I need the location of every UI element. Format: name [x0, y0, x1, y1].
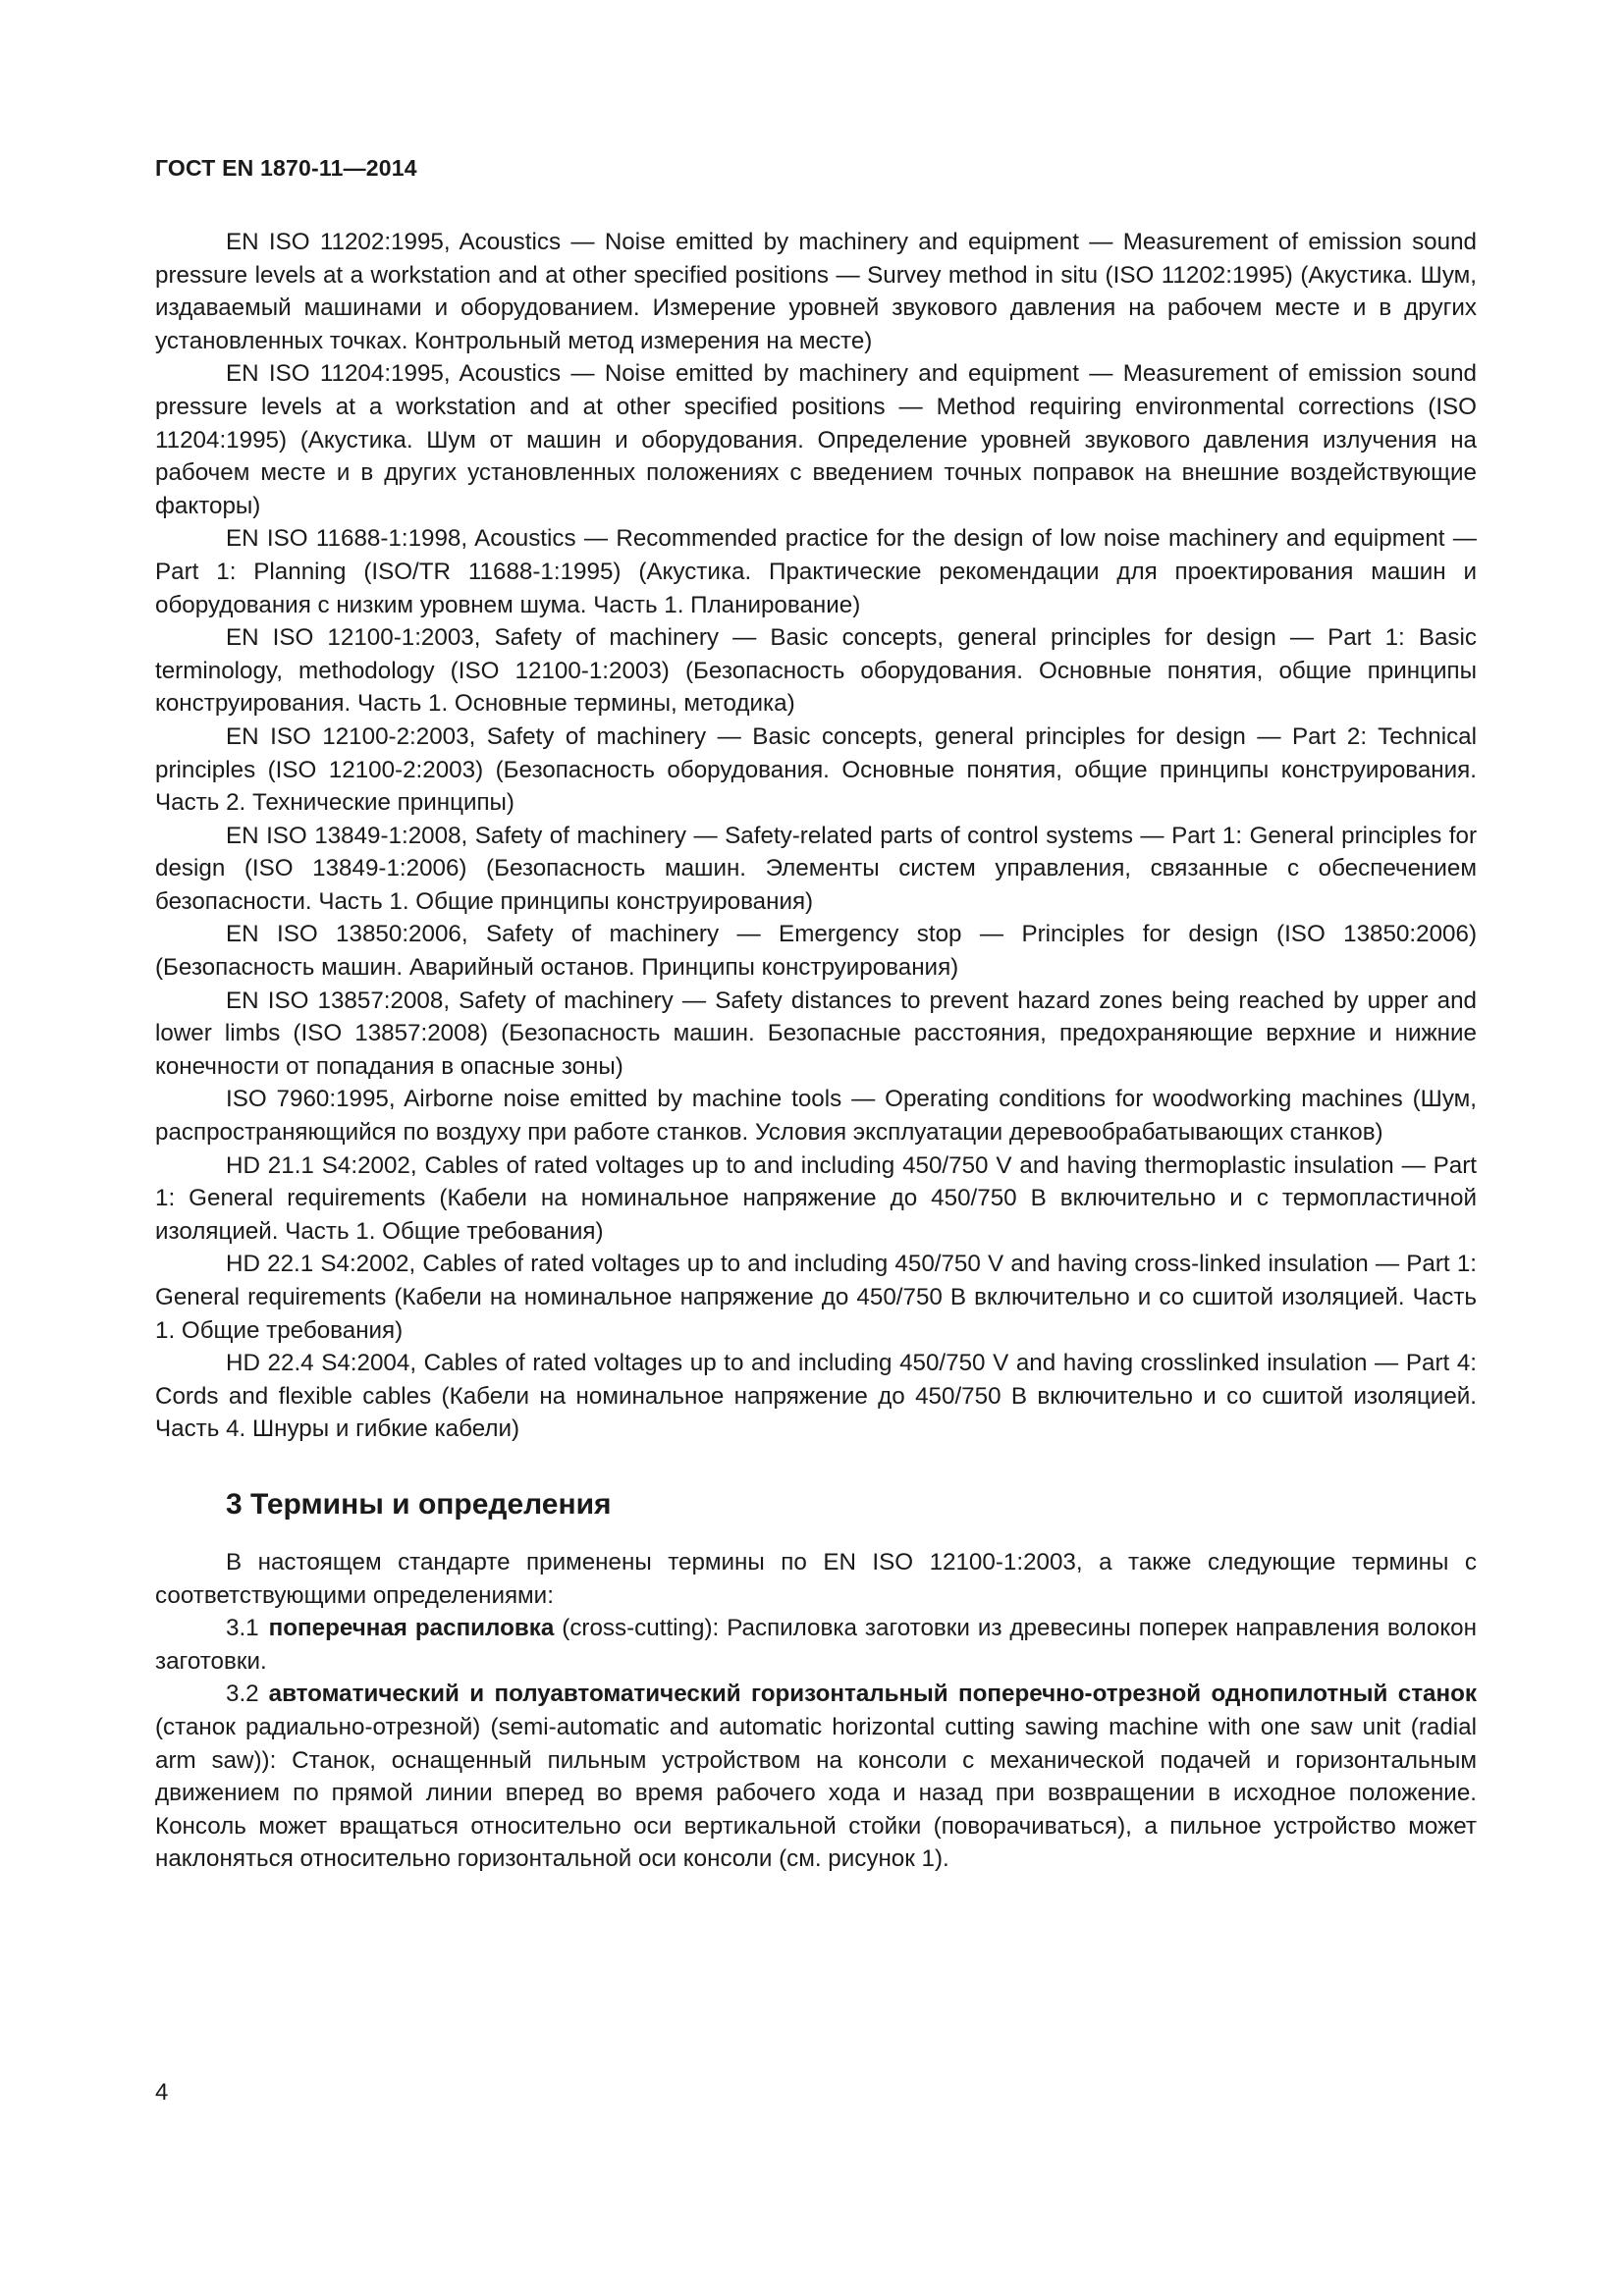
reference-item: EN ISO 12100-1:2003, Safety of machinery — Basic concepts, general principles for design — Part 1: Basic terminology, methodology (ISO 12100-1:2003) (Безопасность оборудования. Основные понятия, общие принципы конструирования. Часть 1. Основные термины, методика)	[155, 624, 1477, 718]
reference-item: HD 22.1 S4:2002, Cables of rated voltages up to and including 450/750 V and having cross-linked insulation — Part 1: General requirements (Кабели на номинальное напряжение до 450/750 В включительно и со сшитой изоляцией. Часть 1. Общие требования)	[155, 1251, 1477, 1344]
reference-item: EN ISO 11204:1995, Acoustics — Noise emitted by machinery and equipment — Measurement of emission sound pressure levels at a workstation and at other specified positions — Method requiring environmental corrections (ISO 11204:1995) (Акустика. Шум от машин и оборудования. Определение уровней звукового давления излучения на рабочем месте и в других установленных положениях с введением точных поправок на внешние воздействующие факторы)	[155, 360, 1477, 519]
reference-item: EN ISO 13849-1:2008, Safety of machinery — Safety-related parts of control systems — Part 1: General principles for design (ISO 13849-1:2006) (Безопасность машин. Элементы систем управления, связанные с обеспечением безопасности. Часть 1. Общие принципы конструирования)	[155, 822, 1477, 915]
section-title: 3 Термины и определения	[226, 1487, 612, 1521]
term-name: поперечная распиловка	[268, 1615, 555, 1642]
term-definition	[155, 1612, 1477, 1678]
normative-references-list	[155, 226, 1477, 1446]
term-number: 3.1	[226, 1615, 259, 1642]
reference-item: EN ISO 13857:2008, Safety of machinery — Safety distances to prevent hazard zones being reached by upper and lower limbs (ISO 13857:2008) (Безопасность машин. Безопасные расстояния, предохраняющие верхние и нижние конечности от попадания в опасные зоны)	[155, 987, 1477, 1080]
document-header: ГОСТ EN 1870-11—2014	[155, 155, 417, 181]
section-intro: В настоящем стандарте применены термины по EN ISO 12100-1:2003, а также следующие термины с соответствующими определениями:	[155, 1548, 1477, 1609]
reference-item: EN ISO 11688-1:1998, Acoustics — Recommended practice for the design of low noise machinery and equipment — Part 1: Planning (ISO/TR 11688-1:1995) (Акустика. Практические рекомендации для проектирования машин и оборудования с низким уровнем шума. Часть 1. Планирование)	[155, 525, 1477, 618]
reference-item: HD 22.4 S4:2004, Cables of rated voltages up to and including 450/750 V and having crosslinked insulation — Part 4: Cords and flexible cables (Кабели на номинальное напряжение до 450/750 В включительно и со сшитой изоляцией. Часть 4. Шнуры и гибкие кабели)	[155, 1350, 1477, 1443]
page-number: 4	[155, 2079, 169, 2106]
term-text: (станок радиально-отрезной) (semi-automatic and automatic horizontal cutting sawing machine with one saw unit (radial arm saw)): Станок, оснащенный пильным устройством на консоли с механической подачей и горизонтальным движением по прямой линии вперед во время рабочего хода и назад при возвращении в исходное положение. Консоль может вращаться относительно оси вертикальной стойки (поворачиваться), а пильное устройство может наклоняться относительно горизонтальной оси консоли (см. рисунок 1).	[155, 1713, 1477, 1873]
reference-item: ISO 7960:1995, Airborne noise emitted by machine tools — Operating conditions for woodworking machines (Шум, распространяющийся по воздуху при работе станков. Условия эксплуатации деревообрабатывающих станков)	[155, 1086, 1477, 1147]
term-text: (cross-cutting): Распиловка заготовки из древесины поперек направления волокон заготовки.	[155, 1615, 1477, 1675]
reference-item: EN ISO 11202:1995, Acoustics — Noise emitted by machinery and equipment — Measurement of emission sound pressure levels at a workstation and at other specified positions — Survey method in situ (ISO 11202:1995) (Акустика. Шум, издаваемый машинами и оборудованием. Измерение уровней звукового давления на рабочем месте и в других установленных точках. Контрольный метод измерения на месте)	[155, 229, 1477, 354]
page-content	[155, 226, 1477, 1876]
reference-item: EN ISO 12100-2:2003, Safety of machinery — Basic concepts, general principles for design — Part 2: Technical principles (ISO 12100-2:2003) (Безопасность оборудования. Основные понятия, общие принципы конструирования. Часть 2. Технические принципы)	[155, 722, 1477, 817]
term-definition	[155, 1678, 1477, 1876]
term-number: 3.2	[226, 1681, 259, 1708]
reference-item: HD 21.1 S4:2002, Cables of rated voltages up to and including 450/750 V and having thermoplastic insulation — Part 1: General requirements (Кабели на номинальное напряжение до 450/750 В включительно и с термопластичной изоляцией. Часть 1. Общие требования)	[155, 1151, 1477, 1245]
reference-item: EN ISO 13850:2006, Safety of machinery — Emergency stop — Principles for design (ISO 13850:2006) (Безопасность машин. Аварийный останов. Принципы конструирования)	[155, 921, 1477, 982]
term-name: автоматический и полуавтоматический горизонтальный поперечно-отрезной однопилотный станок	[268, 1681, 1477, 1708]
